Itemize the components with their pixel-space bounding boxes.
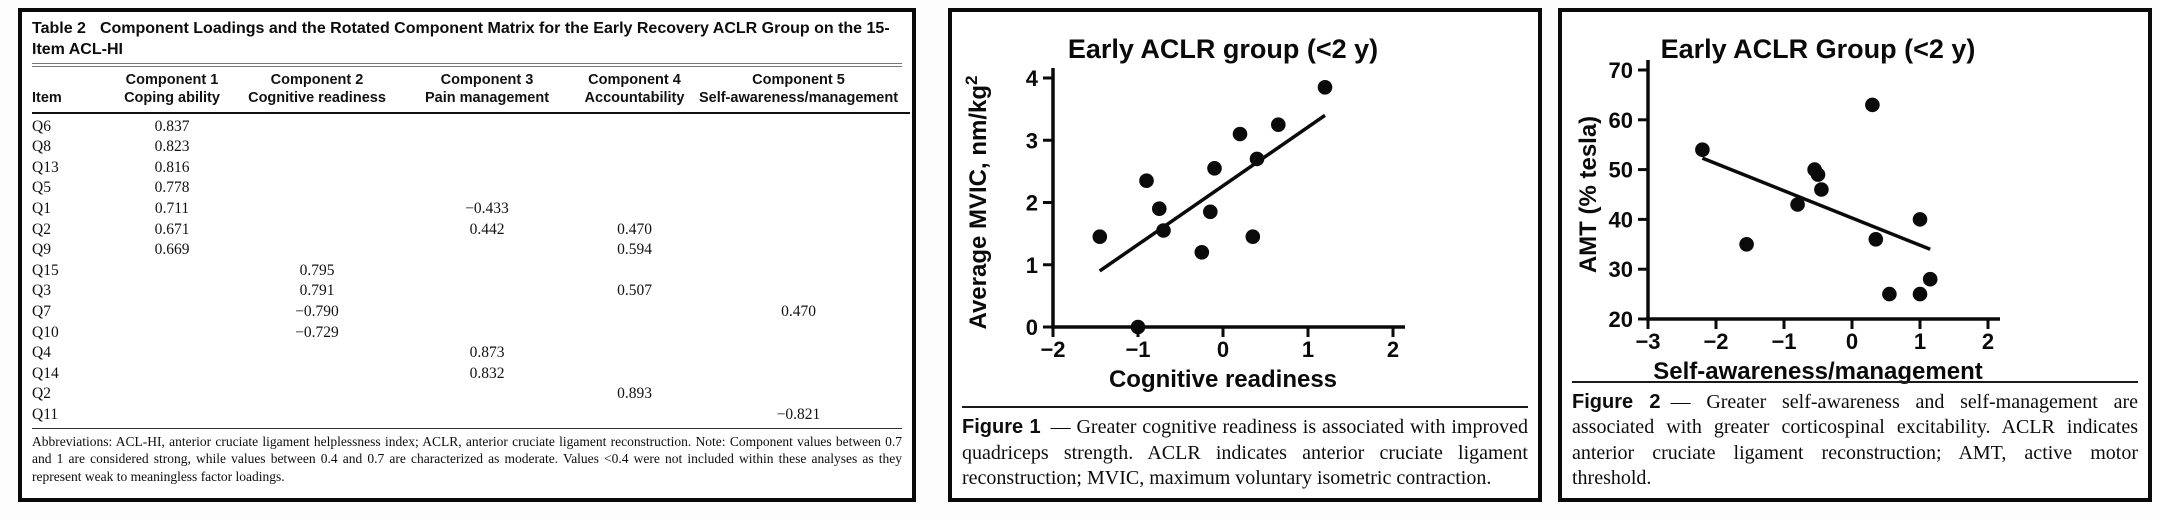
data-point	[1811, 167, 1826, 182]
table-cell	[242, 199, 392, 220]
tick-label: 1	[1025, 252, 1038, 278]
table-cell	[687, 178, 910, 199]
table-cell	[242, 113, 392, 138]
table-row	[32, 240, 910, 261]
table-cell	[242, 158, 392, 179]
table-header	[32, 69, 910, 112]
table-cell	[582, 137, 687, 158]
table-cell	[582, 113, 687, 138]
tick-label: −1	[1771, 329, 1797, 354]
table-cell	[102, 364, 242, 385]
header-cell-c3: Component 3 Pain management	[392, 69, 582, 112]
figure2-panel	[1558, 8, 2152, 502]
table-title	[32, 18, 902, 60]
table-cell	[242, 178, 392, 199]
data-points	[1093, 80, 1333, 334]
header-cell-item: Item	[32, 69, 102, 112]
tick-label: −3	[1635, 329, 1661, 354]
table-cell	[392, 113, 582, 138]
table-cell: 0.795	[299, 261, 335, 279]
chart-title: Early ACLR group (<2 y)	[1067, 34, 1379, 64]
table-cell: −0.729	[295, 323, 339, 341]
table-cell: Q6	[32, 117, 51, 135]
table-cell	[582, 323, 687, 344]
header-cell-c4: Component 4 Accountability	[582, 69, 687, 112]
table-cell	[102, 281, 242, 302]
table-row	[32, 364, 910, 385]
tick-label: −2	[1040, 337, 1066, 362]
figure1-scatter-chart	[952, 12, 1538, 404]
tick-label: 4	[1025, 66, 1038, 91]
table-cell	[242, 405, 392, 426]
table-cell	[242, 240, 392, 261]
data-point	[1233, 127, 1248, 142]
table-cell: 0.791	[299, 282, 335, 300]
table-cell	[582, 364, 687, 385]
table-cell: 0.837	[154, 117, 190, 135]
x-axis-label: Cognitive readiness	[1108, 366, 1338, 393]
header-cell-c1: Component 1 Coping ability	[102, 69, 242, 112]
table-cell: 0.669	[154, 241, 190, 259]
table-row	[32, 384, 910, 405]
table-cell: 0.470	[781, 302, 816, 320]
table-cell	[242, 220, 392, 241]
y-axis	[1638, 60, 1648, 321]
table-cell	[687, 137, 910, 158]
data-point	[1814, 182, 1829, 197]
y-axis	[1043, 68, 1053, 329]
table-cell: Q9	[32, 241, 51, 259]
data-point	[1318, 80, 1333, 95]
table-row	[32, 137, 910, 158]
x-tick-labels	[1040, 337, 1399, 362]
table-cell: 0.778	[154, 179, 190, 197]
table-row	[32, 343, 910, 364]
tick-label: 20	[1608, 307, 1633, 332]
x-axis	[1646, 319, 2000, 329]
chart-title: Early ACLR Group (<2 y)	[1660, 34, 1976, 64]
x-axis	[1051, 327, 1405, 337]
table-cell	[392, 261, 582, 282]
tick-label: 70	[1608, 58, 1633, 83]
table-cell: Q15	[32, 261, 59, 279]
table-cell: Q2	[32, 220, 51, 238]
table-cell: Q2	[32, 385, 51, 403]
data-point	[1913, 287, 1928, 302]
table-cell: 0.470	[617, 220, 652, 238]
table-row	[32, 113, 910, 138]
tick-label: 0	[1025, 315, 1038, 340]
table-cell	[687, 364, 910, 385]
data-point	[1131, 320, 1146, 335]
table-cell: 0.816	[154, 158, 190, 176]
table-cell	[102, 302, 242, 323]
tick-label: −1	[1125, 337, 1151, 362]
table-cell	[102, 405, 242, 426]
table-row	[32, 178, 910, 199]
data-point	[1695, 142, 1710, 157]
table-cell: 0.507	[617, 282, 652, 300]
table-body	[32, 113, 910, 426]
header-cell-c2: Component 2 Cognitive readiness	[242, 69, 392, 112]
table-cell	[242, 343, 392, 364]
tick-label: 40	[1608, 207, 1633, 233]
table-cell	[582, 302, 687, 323]
table-cell: −0.790	[295, 302, 339, 320]
data-point	[1739, 237, 1754, 252]
table-cell: Q14	[32, 364, 59, 382]
table-cell	[392, 158, 582, 179]
y-tick-labels	[1609, 58, 1633, 332]
table-cell	[687, 261, 910, 282]
table-cell	[392, 281, 582, 302]
figure2-caption-label: Figure 2	[1572, 391, 1661, 414]
table-row	[32, 199, 910, 220]
table-cell	[392, 178, 582, 199]
tick-label: 1	[1301, 337, 1315, 362]
table-cell	[242, 384, 392, 405]
table-cell	[687, 240, 910, 261]
table-cell	[242, 364, 392, 385]
table-cell: −0.821	[776, 405, 821, 423]
table-cell: Q11	[32, 405, 59, 423]
table-cell	[582, 178, 687, 199]
trend-line	[1100, 115, 1325, 271]
figure2-scatter-chart	[1562, 12, 2148, 404]
tick-label: 0	[1216, 337, 1230, 362]
table-cell	[582, 343, 687, 364]
table-cell	[687, 199, 910, 220]
table-cell: Q8	[32, 138, 51, 156]
data-point	[1923, 272, 1938, 287]
y-axis-label: AMT (% tesla)	[1575, 115, 1602, 274]
data-point	[1271, 117, 1286, 132]
data-point	[1250, 152, 1265, 167]
table-cell	[687, 281, 910, 302]
data-point	[1865, 98, 1880, 113]
table-cell	[392, 302, 582, 323]
table-cell: 0.873	[469, 344, 505, 362]
x-tick-labels	[1635, 329, 1994, 354]
data-points	[1695, 98, 1937, 302]
tick-label: −2	[1703, 329, 1729, 354]
figure1-caption-text: — Greater cognitive readiness is associated with improved quadriceps strength. ACLR indicates anterior cruciate ligament reconstruction; MVIC, maximum voluntary isometric contraction.	[962, 416, 1529, 489]
table-cell: 0.442	[469, 220, 505, 238]
table-row	[32, 158, 910, 179]
data-point	[1195, 245, 1210, 260]
table-cell: Q10	[32, 323, 59, 341]
table-cell	[102, 384, 242, 405]
figure2-caption-text: — Greater self-awareness and self-management are associated with greater corticospinal excitability. ACLR indicates anterior cruciate ligament reconstruction; AMT, active motor threshold.	[1572, 391, 2139, 489]
y-tick-labels	[1026, 66, 1039, 340]
data-point	[1790, 197, 1805, 212]
table-cell: 0.711	[154, 199, 190, 217]
figure2-caption	[1572, 381, 2138, 491]
table-row	[32, 405, 910, 426]
tick-label: 1	[1913, 329, 1927, 354]
table-cell	[392, 405, 582, 426]
table-cell: Q1	[32, 199, 51, 217]
table-row	[32, 323, 910, 344]
data-point	[1093, 229, 1108, 244]
table-cell	[102, 323, 242, 344]
data-point	[1156, 223, 1171, 238]
table-cell	[687, 220, 910, 241]
table-cell: Q13	[32, 158, 59, 176]
table-cell: 0.594	[617, 241, 652, 259]
table-cell	[392, 384, 582, 405]
table-cell	[687, 158, 910, 179]
table-title-text: Component Loadings and the Rotated Component Matrix for the Early Recovery ACLR Group on the 15-Item ACL-HI	[32, 20, 890, 59]
data-point	[1913, 212, 1928, 227]
table-cell	[392, 323, 582, 344]
figure1-panel	[948, 8, 1542, 502]
table-row	[32, 220, 910, 241]
tick-label: 2	[1025, 190, 1038, 216]
table-cell: Q3	[32, 282, 51, 300]
y-axis-label: Average MVIC, $nm/kg^2$	[962, 75, 992, 330]
tick-label: 3	[1025, 128, 1038, 154]
table-cell: Q4	[32, 344, 51, 362]
tick-label: 2	[1386, 337, 1400, 362]
figure1-caption-label: Figure 1	[962, 416, 1041, 439]
table-cell	[242, 137, 392, 158]
table-cell	[582, 199, 687, 220]
data-point	[1152, 201, 1167, 216]
table-row	[32, 302, 910, 323]
component-loadings-table	[32, 69, 910, 425]
table-cell: 0.671	[154, 220, 190, 238]
table-cell	[687, 113, 910, 138]
table-cell	[687, 323, 910, 344]
table-cell	[392, 240, 582, 261]
tick-label: 2	[1981, 329, 1995, 354]
table-number: Table 2	[32, 20, 86, 37]
table-cell: 0.832	[469, 364, 505, 382]
data-point	[1869, 232, 1884, 247]
table-footnote: Abbreviations: ACL-HI, anterior cruciate ligament helplessness index; ACLR, anterior cruciate ligament reconstruction. Note: Component values between 0.7 and 1 are considered strong, while values between 0.4 and 0.7 are characterized as moderate. Values <0.4 were not included within these analyses as they represent weak to meaningless factor loadings.	[32, 428, 902, 486]
table-cell	[582, 158, 687, 179]
tick-label: 30	[1608, 257, 1633, 283]
table-cell	[582, 405, 687, 426]
table-cell: Q5	[32, 179, 51, 197]
table-title-rule	[32, 63, 902, 67]
data-point	[1139, 173, 1154, 188]
table-cell: −0.433	[465, 199, 509, 217]
tick-label: 60	[1608, 107, 1633, 133]
table-cell	[102, 343, 242, 364]
table-cell	[392, 137, 582, 158]
table-cell	[687, 384, 910, 405]
x-axis-label: Self-awareness/management	[1653, 358, 1983, 385]
data-point	[1203, 205, 1218, 220]
table-header-row	[32, 69, 910, 112]
tick-label: 0	[1845, 329, 1859, 354]
table-cell	[582, 261, 687, 282]
table-cell	[687, 343, 910, 364]
data-point	[1207, 161, 1222, 176]
header-cell-c5: Component 5 Self-awareness/management	[687, 69, 910, 112]
table-cell: 0.823	[154, 138, 190, 156]
table2-panel	[18, 8, 916, 502]
data-point	[1246, 229, 1261, 244]
table-row	[32, 281, 910, 302]
table-cell	[102, 261, 242, 282]
tick-label: 50	[1608, 157, 1633, 183]
figure1-caption	[962, 406, 1528, 491]
table-cell: Q7	[32, 302, 51, 320]
data-point	[1882, 287, 1897, 302]
table-cell: 0.893	[617, 385, 652, 403]
table-row	[32, 261, 910, 282]
